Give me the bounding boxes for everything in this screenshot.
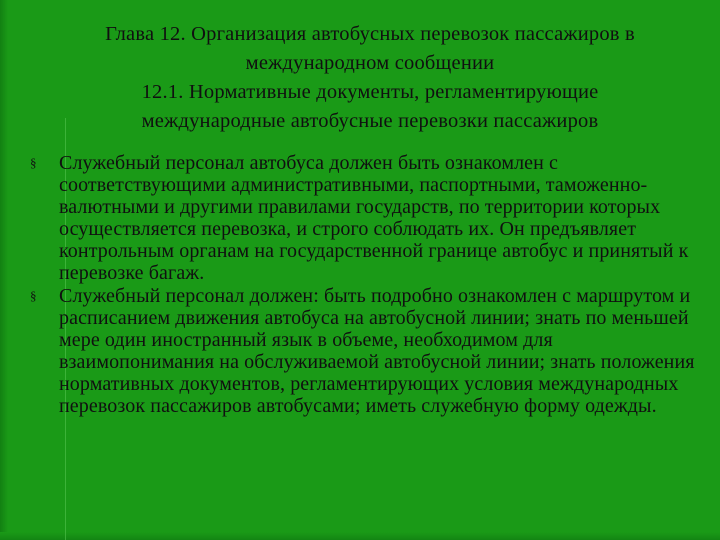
left-edge-shade [0,0,8,540]
title-line-3: 12.1. Нормативные документы, регламентирующие [141,81,599,103]
bullet-list [30,152,700,418]
title-line-1: Глава 12. Организация автобусных перевозок пассажиров в [105,23,635,45]
bullet-text: Служебный персонал автобуса должен быть ознакомлен с соответствующими административными, паспортными, таможенно-валютными и другими правилами государств, по территории которых осуществляется перевозка, и строго соблюдать их. Он предъявляет контрольным органам на государственной границе автобус и принятый к перевозке багаж. [59,152,689,284]
bottom-edge-shade [0,532,720,540]
list-item [30,152,700,284]
square-bullet-icon: § [30,155,37,170]
title-line-4: международные автобусные перевозки пассажиров [141,110,599,132]
square-bullet-icon: § [30,288,37,303]
bullet-text: Служебный персонал должен: быть подробно ознакомлен с маршрутом и расписанием движения автобуса на автобусной линии; знать по меньшей мере один иностранный язык в объеме, необходимом для взаимопонимания на обслуживаемой автобусной линии; знать положения нормативных документов, регламентирующих условия международных перевозок пассажиров автобусами; иметь служебную форму одежды. [59,285,695,417]
list-item [30,285,700,417]
slide-title [30,20,710,136]
title-line-2: международном сообщении [245,52,495,74]
